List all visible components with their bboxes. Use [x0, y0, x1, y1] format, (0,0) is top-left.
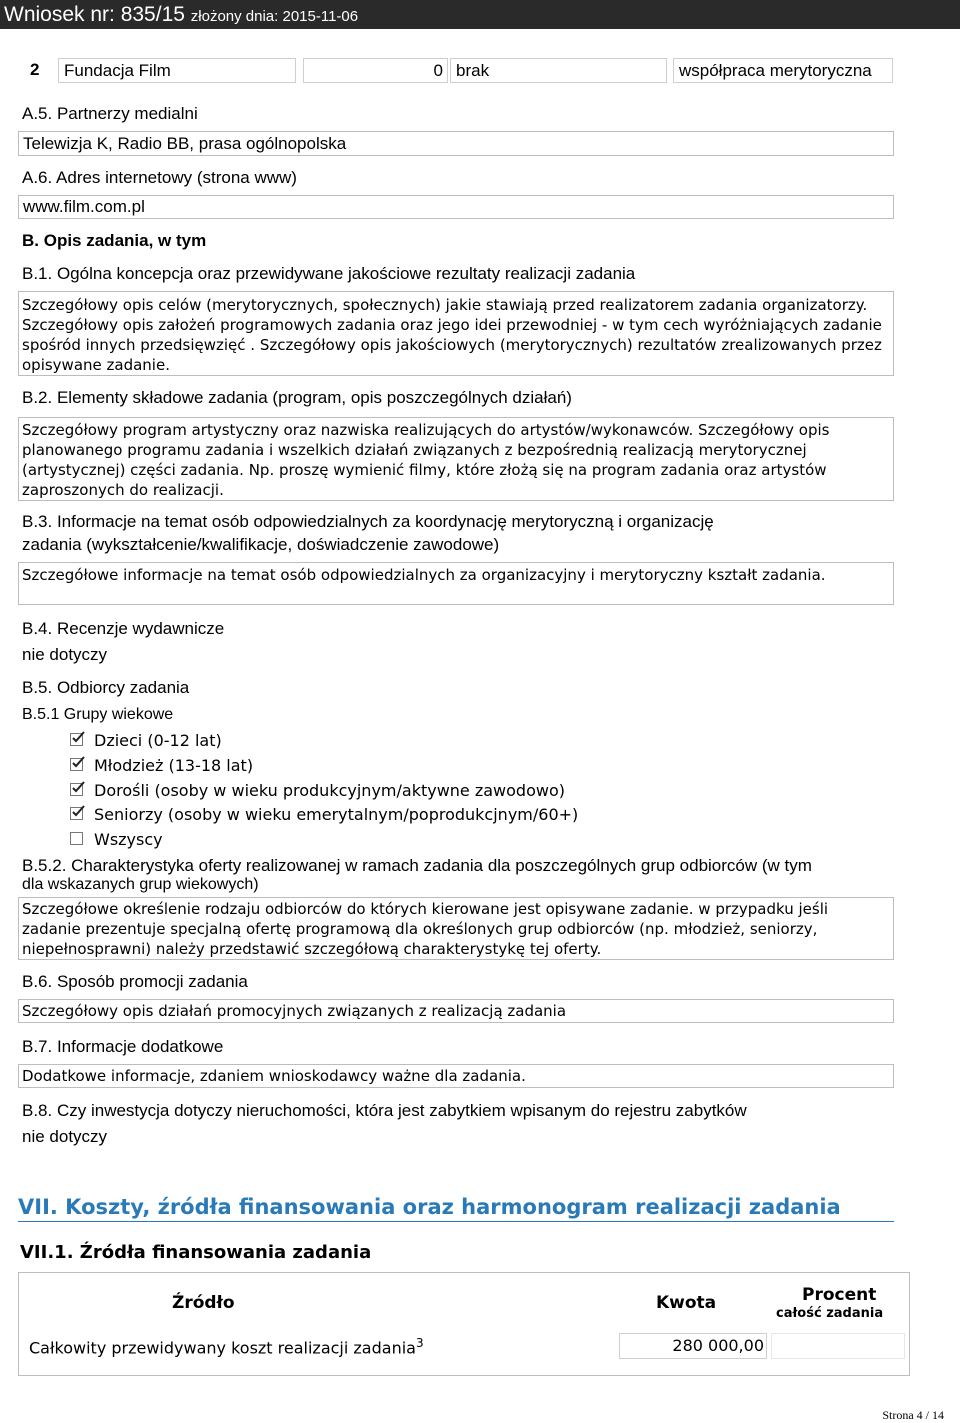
group-label-seniorzy: Seniorzy (osoby w wieku emerytalnym/poprodukcjnym/60+): [94, 805, 579, 824]
checkbox-wszyscy[interactable]: [70, 832, 83, 845]
application-number: Wniosek nr: 835/15: [4, 3, 191, 26]
total-cost-percent-field: [771, 1333, 905, 1359]
partner-name-field: Fundacja Film: [58, 58, 296, 83]
b1-value-box: [18, 291, 894, 376]
row-label-text: Całkowity przewidywany koszt realizacji zadania: [29, 1338, 416, 1358]
b1-value-text: Szczegółowy opis celów (merytorycznych, społecznych) jakie stawiają przed realizatorem zadania organizatorzy. Szczegółowy opis założeń programowych zadania oraz jego idei przewodniej - w tym cech wyróżniających zadanie spośród innych przedsięwzięć . Szczegółowy opis jakościowych (merytorycznych) rezultatów zrealizowanych przez opisywane zadanie.: [22, 296, 882, 374]
col-header-amount: Kwota: [656, 1293, 717, 1313]
b7-value-field: Dodatkowe informacje, zdaniem wnioskodawcy ważne dla zadania.: [18, 1064, 894, 1088]
checkbox-dorosli[interactable]: [70, 783, 83, 796]
a6-value-field: www.film.com.pl: [18, 195, 894, 219]
submission-date: złożony dnia: 2015-11-06: [190, 8, 359, 25]
document-header: [0, 0, 960, 29]
b2-value-box: [18, 417, 894, 501]
b5-label: B.5. Odbiorcy zadania: [22, 678, 190, 697]
col-header-source: Źródło: [172, 1293, 235, 1313]
b2-value-text: Szczegółowy program artystyczny oraz nazwiska realizujących do artystów/wykonawców. Szczegółowy opis planowanego programu zadania i wszelkich działań związanych z bezpośrednią realizacją merytorycznej (artystycznej) części zadania. Np. proszę wymienić filmy, które złożą się na program zadania oraz artystów zaproszonych do realizacji.: [22, 421, 830, 499]
b6-value-field: Szczegółowy opis działań promocyjnych związanych z realizacją zadania: [18, 999, 894, 1023]
group-label-mlodziez: Młodzież (13-18 lat): [94, 756, 254, 775]
b1-label: B.1. Ogólna koncepcja oraz przewidywane jakościowe rezultaty realizacji zadania: [22, 264, 636, 283]
b6-label: B.6. Sposób promocji zadania: [22, 972, 248, 991]
partner-cooperation-field: współpraca merytoryczna: [673, 58, 893, 83]
b7-label: B.7. Informacje dodatkowe: [22, 1037, 224, 1056]
b4-value: nie dotyczy: [22, 645, 108, 664]
group-label-dzieci: Dzieci (0-12 lat): [94, 731, 222, 750]
checkmark-icon: [71, 755, 87, 771]
b3-value-text: Szczegółowe informacje na temat osób odpowiedzialnych za organizacyjny i merytoryczny kształt zadania.: [22, 566, 826, 584]
finance-table: [18, 1272, 910, 1376]
a6-label: A.6. Adres internetowy (strona www): [22, 168, 297, 187]
b2-label: B.2. Elementy składowe zadania (program, opis poszczególnych działań): [22, 388, 572, 407]
b8-value: nie dotyczy: [22, 1127, 108, 1146]
col-header-percent: Procent: [802, 1285, 877, 1305]
partner-number: 2: [30, 60, 40, 79]
b3-value-box: [18, 562, 894, 605]
row-label-total-cost: [29, 1336, 424, 1357]
group-label-dorosli: Dorośli (osoby w wieku produkcyjnym/aktywne zawodowo): [94, 781, 565, 800]
group-label-wszyscy: Wszyscy: [94, 830, 163, 849]
a5-value-field: Telewizja K, Radio BB, prasa ogólnopolska: [18, 131, 894, 156]
header-title: [4, 0, 358, 31]
col-header-percent-sub: całość zadania: [776, 1306, 884, 1321]
b-label: B. Opis zadania, w tym: [22, 231, 207, 250]
b51-label: B.5.1 Grupy wiekowe: [22, 706, 174, 723]
partner-amount-field: 0: [303, 58, 448, 83]
b52-value-text: Szczegółowe określenie rodzaju odbiorców do których kierowane jest opisywane zadanie. w przypadku jeśli zadanie prezentuje specjalną ofertę programową dla określonych grup odbiorców (np. młodzież, seniorzy, niepełnosprawni) należy przedstawić szczegółową charakterystykę tej oferty.: [22, 900, 829, 958]
b4-label: B.4. Recenzje wydawnicze: [22, 619, 225, 638]
b3-label-line1: B.3. Informacje na temat osób odpowiedzialnych za koordynację merytoryczną i organizację: [22, 512, 714, 531]
checkbox-dzieci[interactable]: [70, 733, 83, 746]
b8-label: B.8. Czy inwestycja dotyczy nieruchomości, która jest zabytkiem wpisanym do rejestru zabytków: [22, 1101, 747, 1120]
b3-label-line2: zadania (wykształcenie/kwalifikacje, doświadczenie zawodowe): [22, 535, 500, 554]
b52-value-box: [18, 897, 894, 960]
total-cost-amount-field: [619, 1333, 767, 1359]
section-71-title: VII.1. Źródła finansowania zadania: [20, 1242, 372, 1263]
checkbox-mlodziez[interactable]: [70, 758, 83, 771]
b52-label-line2: dla wskazanych grup wiekowych): [22, 876, 259, 893]
b52-label-line1: B.5.2. Charakterystyka oferty realizowanej w ramach zadania dla poszczególnych grup odbiorców (w tym: [22, 856, 812, 875]
a5-label: A.5. Partnerzy medialni: [22, 104, 198, 123]
page-number: Strona 4 / 14: [882, 1408, 944, 1422]
checkbox-seniorzy[interactable]: [70, 807, 83, 820]
partner-amount-type-field: brak: [450, 58, 667, 83]
section-7-title: VII. Koszty, źródła finansowania oraz harmonogram realizacji zadania: [18, 1193, 894, 1222]
total-cost-amount: 280 000,00: [672, 1336, 764, 1355]
checkmark-icon: [71, 730, 87, 746]
checkmark-icon: [71, 804, 87, 820]
footnote-marker: 3: [415, 1336, 424, 1350]
checkmark-icon: [71, 780, 87, 796]
